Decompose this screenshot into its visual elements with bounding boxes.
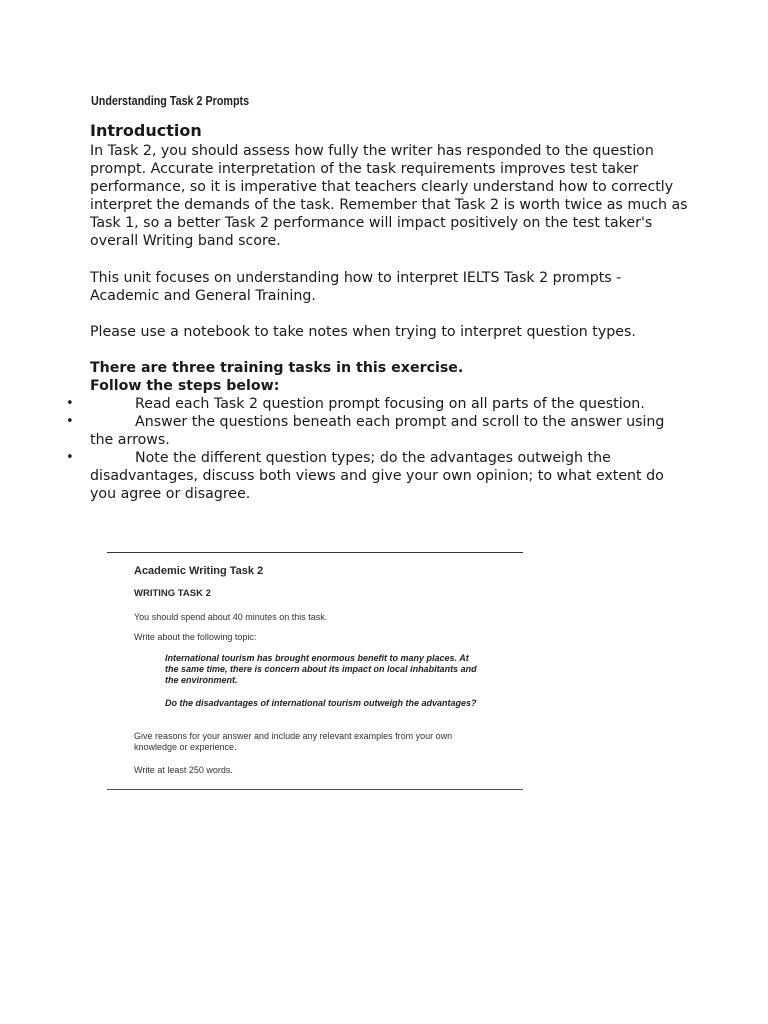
topic-statement: International tourism has brought enormous benefit to many places. At the same time, there is concern about its impact on local inhabitants and the environment. (165, 653, 477, 686)
task-image-subheading: WRITING TASK 2 (134, 588, 211, 599)
task-image-heading: Academic Writing Task 2 (134, 565, 264, 577)
intro-paragraph: In Task 2, you should assess how fully the writer has responded to the question prompt. Accurate interpretation of the task requirements improves test taker performance, so it is imperative that teachers clearly understand how to correctly interpret the demands of the task. Remember that Task 2 is worth twice as much as Task 1, so a better Task 2 performance will impact positively on the test taker's overall Writing band score. (90, 143, 688, 250)
step-text: Answer the questions beneath each prompt and scroll to the answer using the arrows. (90, 414, 665, 449)
list-item (0, 449, 685, 503)
step-text: Read each Task 2 question prompt focusing on all parts of the question. (135, 396, 645, 412)
list-item (0, 413, 685, 449)
writing-task-image (107, 552, 523, 792)
notebook-paragraph: Please use a notebook to take notes when trying to interpret question types. (90, 324, 636, 340)
follow-steps-note: Follow the steps below: (90, 378, 280, 394)
bullet-icon: • (66, 414, 74, 430)
time-instruction: You should spend about 40 minutes on this task. (134, 612, 328, 622)
bottom-rule (107, 789, 523, 790)
word-limit: Write at least 250 words. (134, 765, 233, 775)
bullet-icon: • (66, 396, 74, 411)
topic-instruction: Write about the following topic: (134, 632, 257, 642)
training-tasks-note: There are three training tasks in this exercise. (90, 360, 464, 376)
unit-focus-paragraph: This unit focuses on understanding how to interpret IELTS Task 2 prompts - Academic and General Training. (90, 270, 622, 305)
step-text: Note the different question types; do the advantages outweigh the disadvantages, discuss both views and give your own opinion; to what extent do you agree or disagree. (90, 450, 664, 503)
introduction-heading: Introduction (90, 121, 202, 140)
task-question: Do the disadvantages of international tourism outweigh the advantages? (165, 698, 477, 708)
reasons-instruction: Give reasons for your answer and include any relevant examples from your own knowledge or experience. (134, 731, 453, 753)
steps-list (0, 395, 700, 504)
list-item (0, 395, 685, 413)
top-rule (107, 552, 523, 553)
bullet-icon: • (66, 450, 74, 466)
document-title: Understanding Task 2 Prompts (91, 94, 250, 108)
